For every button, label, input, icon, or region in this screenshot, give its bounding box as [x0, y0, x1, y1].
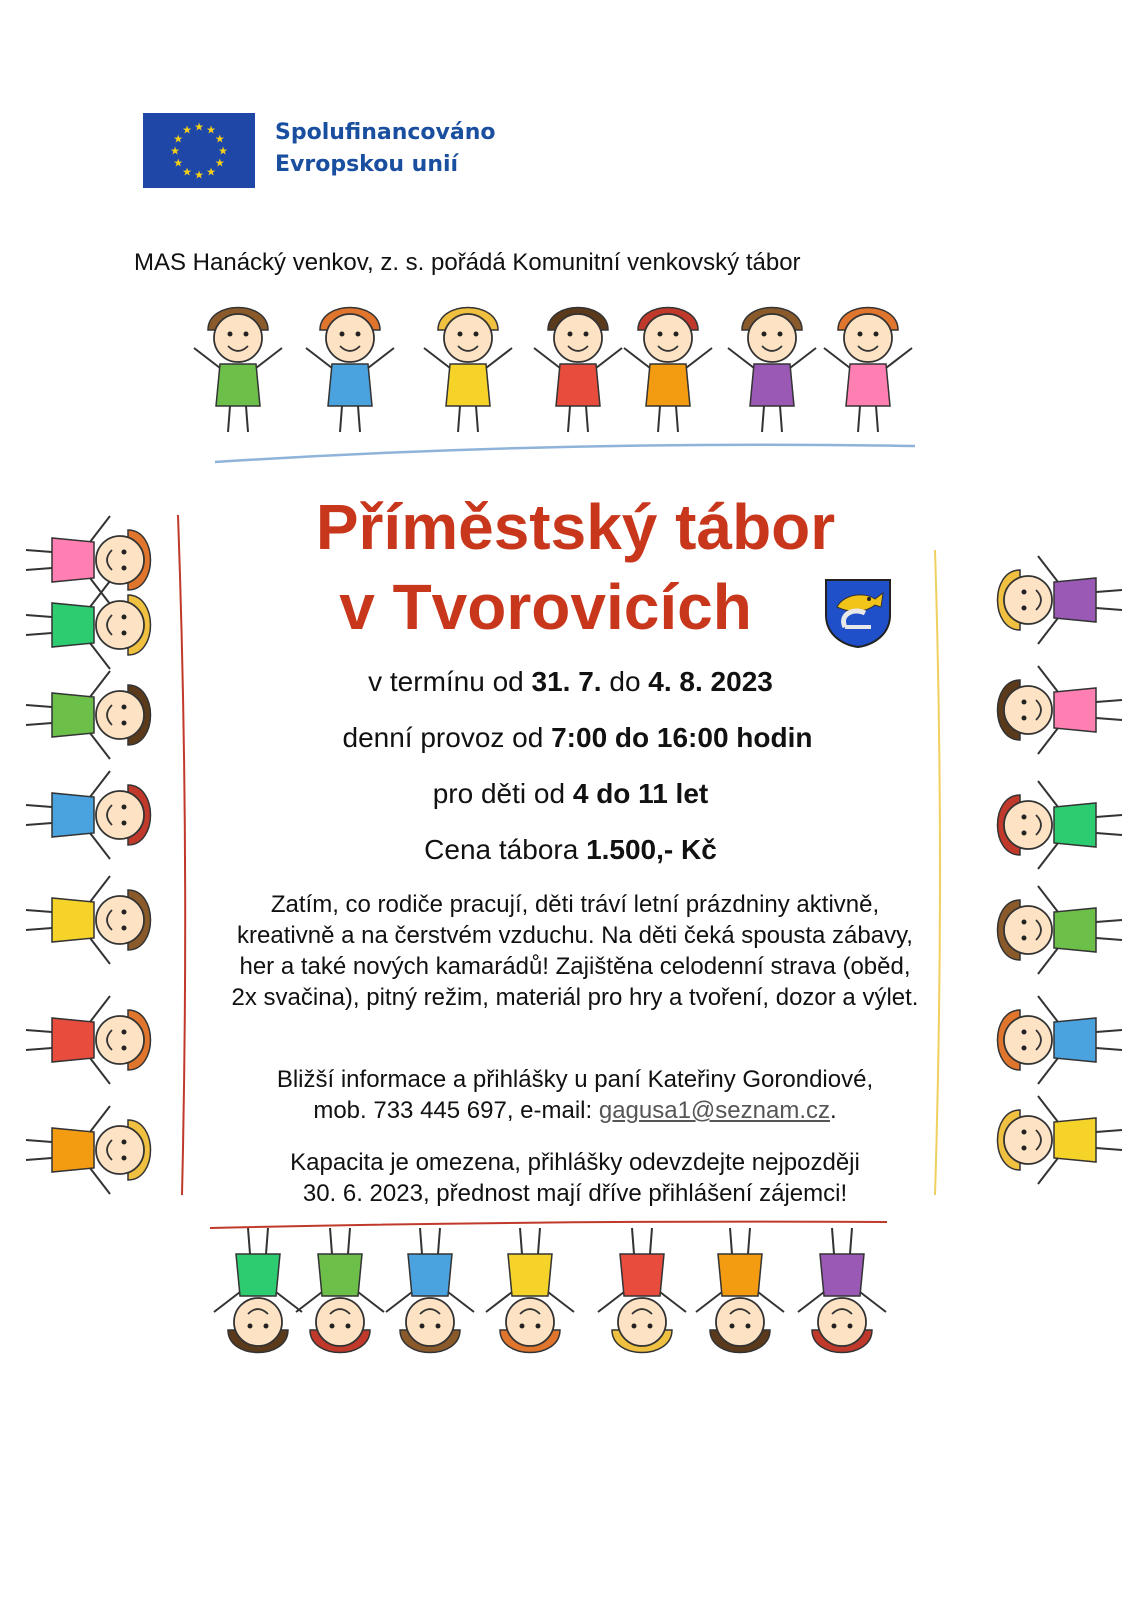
- svg-text:★: ★: [194, 120, 204, 134]
- svg-text:★: ★: [206, 123, 216, 137]
- child-figure: [998, 886, 1123, 974]
- title-line1: Příměstský tábor: [315, 491, 836, 563]
- ages-value: 4 do 11 let: [572, 778, 709, 809]
- child-figure: [998, 1096, 1123, 1184]
- child-figure: [306, 308, 394, 433]
- svg-text:★: ★: [182, 165, 192, 179]
- email-link[interactable]: gagusa1@seznam.cz: [598, 1097, 830, 1124]
- svg-text:★: ★: [194, 168, 204, 182]
- eu-flag-icon: [143, 113, 255, 188]
- child-figure: [26, 876, 151, 964]
- eu-cofinanced-line2: Evropskou unií: [275, 152, 459, 177]
- svg-text:★: ★: [206, 165, 216, 179]
- child-figure: [26, 1106, 151, 1194]
- title-line2: v Tvorovicích: [339, 571, 752, 643]
- price-prefix: Cena tábora: [424, 834, 587, 865]
- child-figure: [696, 1228, 784, 1353]
- child-figure: [728, 308, 816, 433]
- svg-text:★: ★: [170, 144, 180, 158]
- child-figure: [534, 308, 622, 433]
- contact-phone: mob. 733 445 697, e-mail:: [313, 1097, 599, 1124]
- child-figure: [486, 1228, 574, 1353]
- contact-suffix: .: [830, 1097, 837, 1124]
- svg-text:★: ★: [218, 144, 228, 158]
- child-figure: [598, 1228, 686, 1353]
- ages-line: [5, 778, 1131, 810]
- svg-text:★: ★: [182, 123, 192, 137]
- eu-cofinanced-line1: Spolufinancováno: [275, 120, 496, 145]
- tvorovice-crest-icon: [823, 577, 893, 649]
- contact-line2: [230, 1095, 920, 1126]
- child-figure: [798, 1228, 886, 1353]
- child-figure: [424, 308, 512, 433]
- term-to: 4. 8. 2023: [648, 666, 773, 697]
- child-figure: [214, 1228, 302, 1353]
- contact-paragraph: [230, 1064, 920, 1126]
- price-value: 1.500,- Kč: [586, 834, 717, 865]
- svg-text:★: ★: [173, 156, 184, 170]
- child-figure: [386, 1228, 474, 1353]
- term-from: 31. 7.: [531, 666, 602, 697]
- child-figure: [998, 996, 1123, 1084]
- organizer-line: MAS Hanácký venkov, z. s. pořádá Komunitní venkovský tábor: [134, 249, 801, 276]
- ages-prefix: pro děti od: [432, 778, 573, 809]
- child-figure: [296, 1228, 384, 1353]
- capacity-line2: 30. 6. 2023, přednost mají dříve přihlášení zájemci!: [302, 1180, 848, 1207]
- capacity-line1: Kapacita je omezena, přihlášky odevzdejte nejpozději: [290, 1149, 860, 1176]
- price-line: [5, 834, 1131, 866]
- contact-line1: Bližší informace a přihlášky u paní Kateřiny Gorondiové,: [276, 1066, 874, 1093]
- child-figure: [824, 308, 912, 433]
- term-mid: do: [601, 666, 649, 697]
- capacity-paragraph: [230, 1147, 920, 1209]
- hours-prefix: denní provoz od: [342, 722, 552, 753]
- child-figure: [624, 308, 712, 433]
- child-figure: [26, 996, 151, 1084]
- term-line: [5, 666, 1131, 698]
- svg-text:★: ★: [173, 132, 184, 146]
- term-prefix: v termínu od: [368, 666, 532, 697]
- child-figure: [194, 308, 282, 433]
- hours-value: 7:00 do 16:00 hodin: [551, 722, 813, 753]
- svg-text:★: ★: [214, 156, 225, 170]
- svg-text:★: ★: [214, 132, 225, 146]
- hours-line: [12, 722, 1131, 754]
- description-paragraph: Zatím, co rodiče pracují, děti tráví letní prázdniny aktivně, kreativně a na čerstvém vzduchu. Na děti čeká spousta zábavy, her a také nových kamarádů! Zajištěna celodenní strava (oběd, 2x svačina), pitný režim, materiál pro hry a tvoření, dozor a výlet.: [231, 891, 919, 1011]
